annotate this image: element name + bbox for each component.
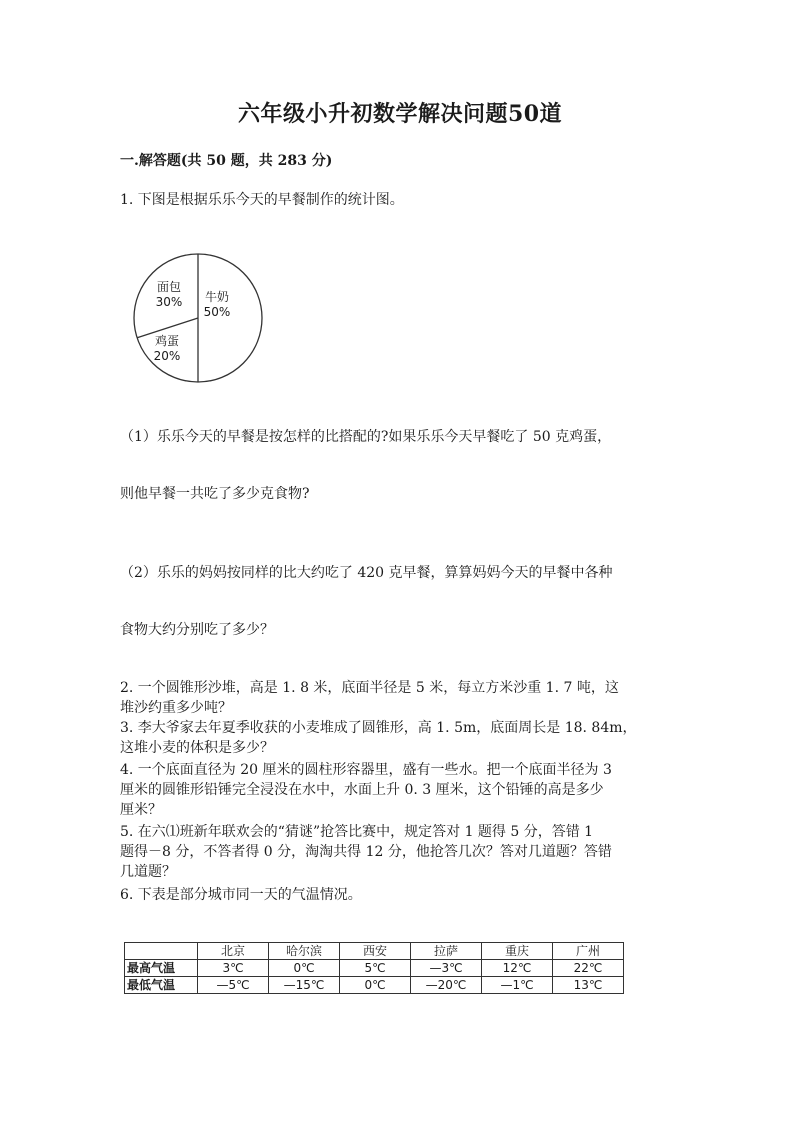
table-cell: 5℃: [340, 960, 411, 977]
table-header-cell: 北京: [198, 943, 269, 960]
pie-label-milk: [192, 290, 242, 320]
pie-label-bread: [144, 280, 194, 310]
table-row-label: 最高气温: [125, 960, 198, 977]
question-2-line1: 2. 一个圆锥形沙堆，高是 1. 8 米，底面半径是 5 米，每立方米沙重 1. 7 吨，这: [120, 680, 619, 696]
table-corner-cell: [125, 943, 198, 960]
table-header-cell: 重庆: [482, 943, 553, 960]
question-4-line1: 4. 一个底面直径为 20 厘米的圆柱形容器里，盛有一些水。把一个底面半径为 3: [120, 762, 612, 778]
pie-label-milk-percent: 50%: [203, 305, 231, 319]
table-cell: —20℃: [411, 977, 482, 994]
breakfast-pie-chart: [128, 248, 268, 388]
pie-label-egg-name: 鸡蛋: [154, 334, 179, 348]
question-3-line1: 3. 李大爷家去年夏季收获的小麦堆成了圆锥形，高 1. 5m，底面周长是 18. 84m，: [120, 720, 637, 736]
table-row: [125, 977, 624, 994]
table-cell: —5℃: [198, 977, 269, 994]
question-1-part2-line2: 食物大约分别吃了多少？: [120, 622, 274, 638]
question-4: [120, 760, 680, 820]
table-cell: 13℃: [553, 977, 624, 994]
page-title: 六年级小升初数学解决问题50道: [237, 101, 563, 127]
table-header-row: [125, 943, 624, 960]
table-cell: 12℃: [482, 960, 553, 977]
question-4-line3: 厘米？: [120, 802, 162, 818]
table-row: [125, 960, 624, 977]
section-heading: 一.解答题(共 50 题，共 283 分): [120, 153, 333, 169]
question-2-line2: 堆沙约重多少吨？: [120, 700, 232, 716]
question-1-part1-line2: 则他早餐一共吃了多少克食物?: [120, 486, 310, 502]
table-header-cell: 哈尔滨: [269, 943, 340, 960]
table-header-cell: 拉萨: [411, 943, 482, 960]
question-6-intro: 6. 下表是部分城市同一天的气温情况。: [120, 887, 362, 903]
table-header-cell: 广州: [553, 943, 624, 960]
pie-label-milk-name: 牛奶: [204, 290, 229, 304]
pie-label-egg: [142, 334, 192, 364]
table-header-cell: 西安: [340, 943, 411, 960]
question-5-line2: 题得－8 分，不答者得 0 分，淘淘共得 12 分，他抢答几次？答对几道题？答错: [120, 844, 612, 860]
question-2: [120, 678, 680, 718]
table-row-label: 最低气温: [125, 977, 198, 994]
question-1-intro: 1. 下图是根据乐乐今天的早餐制作的统计图。: [120, 192, 404, 208]
question-3: [120, 718, 680, 758]
pie-label-bread-name: 面包: [156, 280, 181, 294]
question-5-line1: 5. 在六⑴班新年联欢会的“猜谜”抢答比赛中，规定答对 1 题得 5 分，答错 1: [120, 824, 594, 840]
table-cell: —15℃: [269, 977, 340, 994]
pie-label-bread-percent: 30%: [155, 295, 183, 309]
question-3-line2: 这堆小麦的体积是多少？: [120, 740, 274, 756]
table-cell: —1℃: [482, 977, 553, 994]
pie-label-egg-percent: 20%: [153, 349, 181, 363]
question-1-part2-line1: （2）乐乐的妈妈按同样的比大约吃了 420 克早餐，算算妈妈今天的早餐中各种: [120, 565, 613, 581]
question-4-line2: 厘米的圆锥形铅锤完全浸没在水中，水面上升 0. 3 厘米，这个铅锤的高是多少: [120, 782, 604, 798]
table-cell: 0℃: [269, 960, 340, 977]
table-cell: 3℃: [198, 960, 269, 977]
table-cell: —3℃: [411, 960, 482, 977]
table-cell: 0℃: [340, 977, 411, 994]
question-1-part1-line1: （1）乐乐今天的早餐是按怎样的比搭配的?如果乐乐今天早餐吃了 50 克鸡蛋，: [120, 429, 612, 445]
temperature-table: [124, 942, 624, 994]
question-5-line3: 几道题？: [120, 864, 176, 880]
question-5: [120, 822, 680, 882]
table-cell: 22℃: [553, 960, 624, 977]
